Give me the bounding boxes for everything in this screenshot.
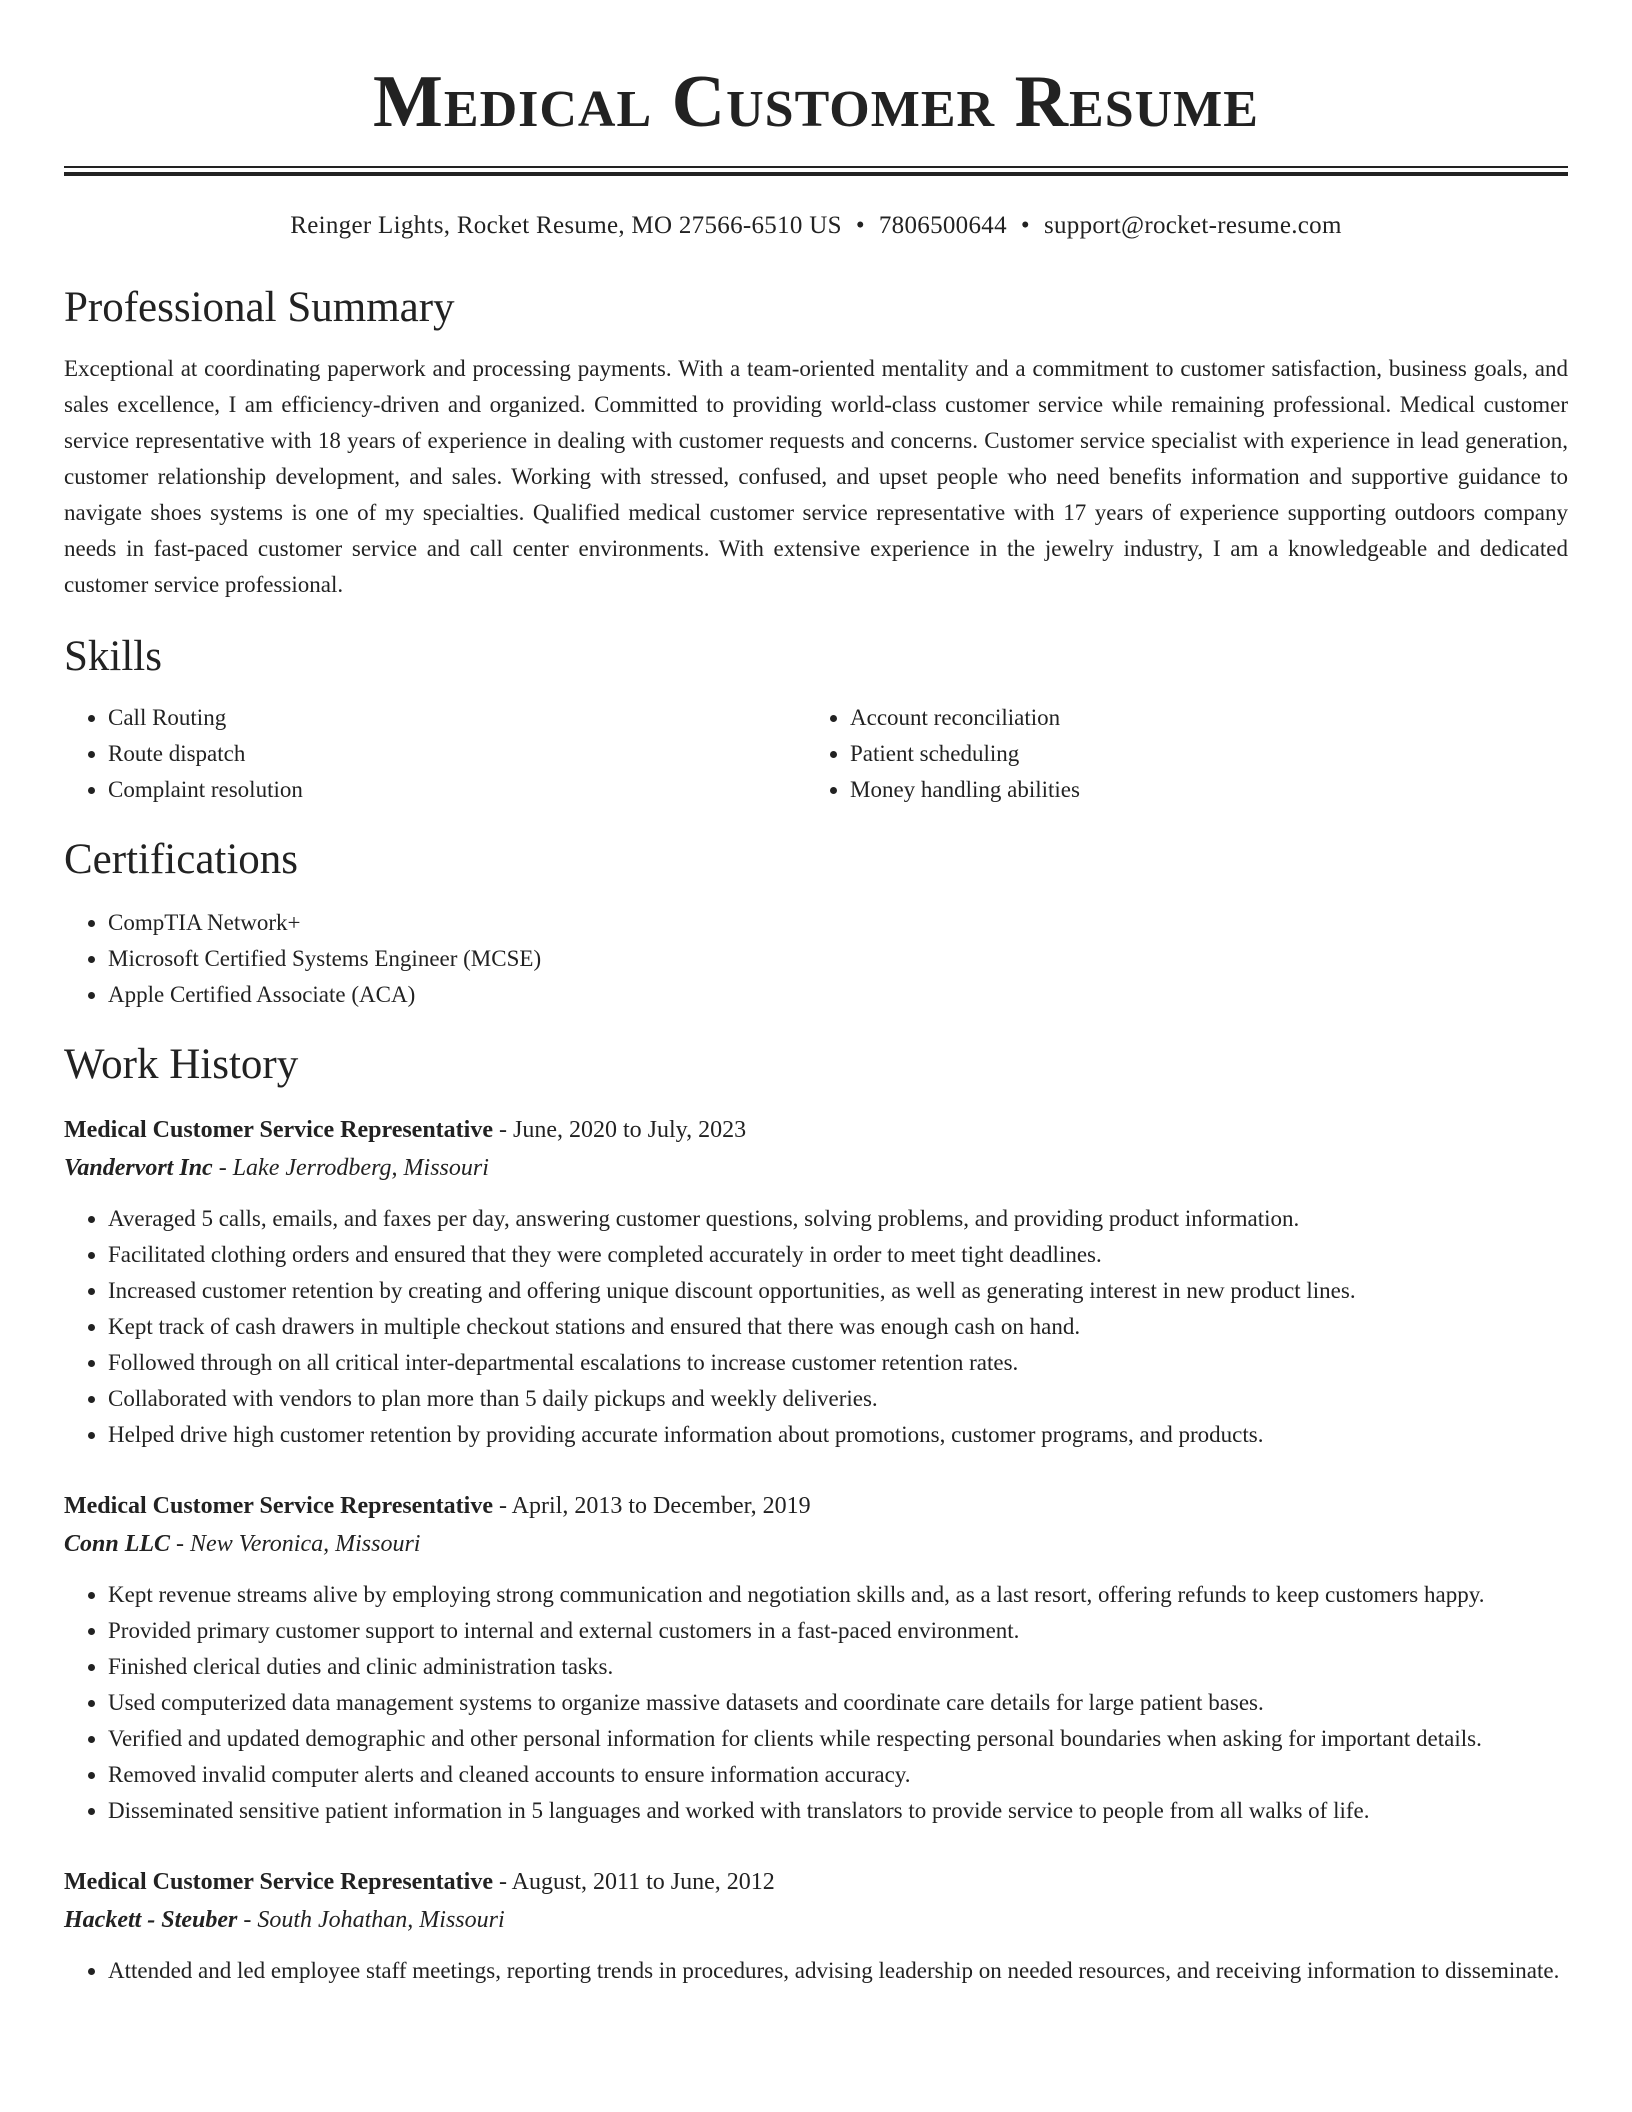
job-bullet: • Averaged 5 calls, emails, and faxes per day, answering customer questions, solving problems, and providing product information. xyxy=(108,1201,1568,1237)
job-bullet: • Helped drive high customer retention by providing accurate information about promotions, customer programs, and products. xyxy=(108,1417,1568,1453)
contact-separator: • xyxy=(855,212,865,239)
job-location: New Veronica, Missouri xyxy=(190,1531,421,1557)
skill-item: • Call Routing xyxy=(108,700,806,736)
page-title: Medical Customer Resume xyxy=(373,61,1259,143)
job-dash: - xyxy=(237,1907,258,1933)
job-bullets xyxy=(64,1577,1568,1829)
job-bullets xyxy=(64,1953,1568,1989)
job-bullet: • Facilitated clothing orders and ensured that they were completed accurately in order to meet tight deadlines. xyxy=(108,1237,1568,1273)
job-title-line xyxy=(64,1487,1568,1525)
job-bullet: • Kept track of cash drawers in multiple checkout stations and ensured that there was enough cash on hand. xyxy=(108,1309,1568,1345)
skill-item: • Route dispatch xyxy=(108,736,806,772)
skill-item: • Money handling abilities xyxy=(850,772,1568,808)
job-bullet: • Kept revenue streams alive by employing strong communication and negotiation skills and, as a last resort, offering refunds to keep customers happy. xyxy=(108,1577,1568,1613)
certification-item: • CompTIA Network+ xyxy=(108,905,1568,941)
job-bullet: • Finished clerical duties and clinic administration tasks. xyxy=(108,1649,1568,1685)
job-dash: - xyxy=(493,1117,513,1143)
job-title: Medical Customer Service Representative xyxy=(64,1117,493,1143)
job-dash: - xyxy=(212,1155,233,1181)
job-location: Lake Jerrodberg, Missouri xyxy=(232,1155,489,1181)
job-company-line xyxy=(64,1149,1568,1187)
job-title-line xyxy=(64,1863,1568,1901)
certification-item: • Apple Certified Associate (ACA) xyxy=(108,977,1568,1013)
skill-item: • Complaint resolution xyxy=(108,772,806,808)
job-company: Conn LLC xyxy=(64,1531,171,1557)
job-company-line xyxy=(64,1525,1568,1563)
job-title-line xyxy=(64,1111,1568,1149)
job-bullet: • Disseminated sensitive patient information in 5 languages and worked with translators to provide service to people from all walks of life. xyxy=(108,1793,1568,1829)
job-bullet: • Used computerized data management systems to organize massive datasets and coordinate care details for large patient bases. xyxy=(108,1685,1568,1721)
contact-email: support@rocket-resume.com xyxy=(1043,212,1342,239)
job-bullet: • Provided primary customer support to internal and external customers in a fast-paced environment. xyxy=(108,1613,1568,1649)
skills-list-right xyxy=(806,700,1568,808)
contact-separator: • xyxy=(1020,212,1030,239)
summary-text: Exceptional at coordinating paperwork and processing payments. With a team-oriented mentality and a commitment to customer satisfaction, business goals, and sales excellence, I am efficiency-driven and organized. Committed to providing world-class customer service while remaining professional. Medical customer service representative with 18 years of experience in dealing with customer requests and concerns. Customer service specialist with experience in lead generation, customer relationship development, and sales. Working with stressed, confused, and upset people who need benefits information and supportive guidance to navigate shoes systems is one of my specialties. Qualified medical customer service representative with 17 years of experience supporting outdoors company needs in fast-paced customer service and call center environments. With extensive experience in the jewelry industry, I am a knowledgeable and dedicated customer service professional. xyxy=(64,356,1568,597)
job-dash: - xyxy=(170,1531,191,1557)
contact-phone: 7806500644 xyxy=(878,212,1007,239)
job-bullet: • Increased customer retention by creating and offering unique discount opportunities, as well as generating interest in new product lines. xyxy=(108,1273,1568,1309)
job-dash: - xyxy=(493,1869,512,1895)
skills-heading: Skills xyxy=(64,633,162,680)
skill-item: • Patient scheduling xyxy=(850,736,1568,772)
job-bullet: • Followed through on all critical inter-departmental escalations to increase customer retention rates. xyxy=(108,1345,1568,1381)
contact-address: Reinger Lights, Rocket Resume, MO 27566-6510 US xyxy=(290,212,842,239)
title-divider xyxy=(64,166,1568,176)
job-location: South Johathan, Missouri xyxy=(257,1907,505,1933)
job-bullet: • Verified and updated demographic and other personal information for clients while respecting personal boundaries when asking for important details. xyxy=(108,1721,1568,1757)
job-entry xyxy=(64,1487,1568,1829)
job-company-line xyxy=(64,1901,1568,1939)
job-bullet: • Collaborated with vendors to plan more than 5 daily pickups and weekly deliveries. xyxy=(108,1381,1568,1417)
job-dash: - xyxy=(493,1493,512,1519)
job-bullet: • Attended and led employee staff meetings, reporting trends in procedures, advising leadership on needed resources, and receiving information to disseminate. xyxy=(108,1953,1568,1989)
job-dates: April, 2013 to December, 2019 xyxy=(511,1493,811,1519)
job-bullets xyxy=(64,1201,1568,1453)
job-title: Medical Customer Service Representative xyxy=(64,1493,493,1519)
certifications-heading: Certifications xyxy=(64,836,299,883)
job-title: Medical Customer Service Representative xyxy=(64,1869,493,1895)
skills-list-left xyxy=(64,700,806,808)
skill-item: • Account reconciliation xyxy=(850,700,1568,736)
work-history-heading: Work History xyxy=(64,1041,299,1088)
job-company: Vandervort Inc xyxy=(64,1155,213,1181)
job-dates: June, 2020 to July, 2023 xyxy=(513,1117,747,1143)
certification-item: • Microsoft Certified Systems Engineer (MCSE) xyxy=(108,941,1568,977)
job-company: Hackett - Steuber xyxy=(64,1907,238,1933)
contact-line xyxy=(64,210,1568,242)
job-entry xyxy=(64,1863,1568,1989)
job-dates: August, 2011 to June, 2012 xyxy=(511,1869,775,1895)
certifications-list xyxy=(64,905,1568,1013)
job-entry xyxy=(64,1111,1568,1453)
summary-heading: Professional Summary xyxy=(64,284,455,331)
job-bullet: • Removed invalid computer alerts and cleaned accounts to ensure information accuracy. xyxy=(108,1757,1568,1793)
skills-grid xyxy=(64,700,1568,808)
